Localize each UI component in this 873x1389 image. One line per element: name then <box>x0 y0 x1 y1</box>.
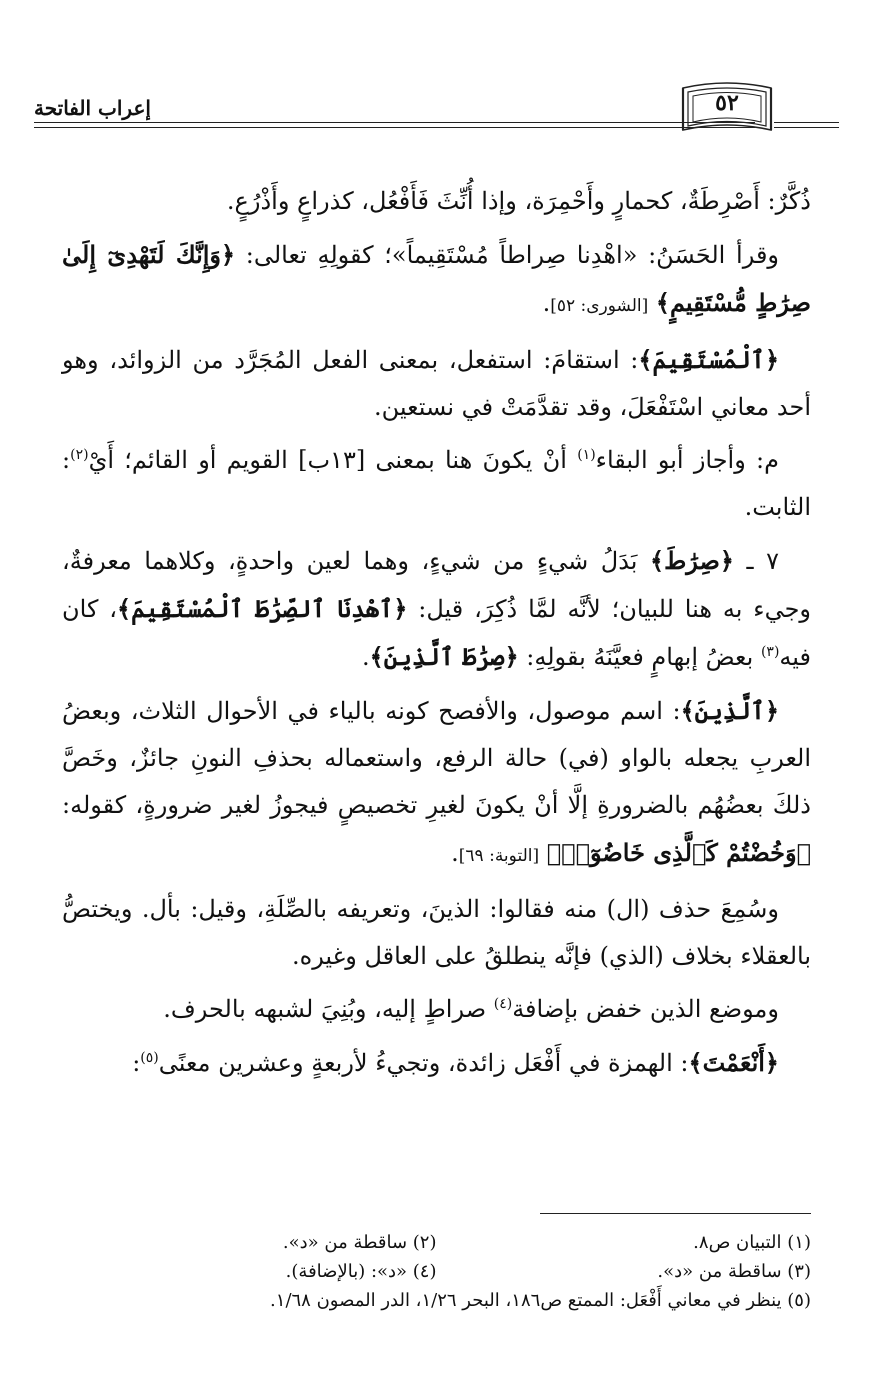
text: . <box>451 839 459 867</box>
footnote-5: (٥) ينظر في معاني أَفْعَل: الممتع ص١٨٦، البحر ١/٢٦، الدر المصون ١/٦٨. <box>270 1290 811 1311</box>
text: وموضع الذين خفض بإضافة <box>512 995 779 1023</box>
header-rule <box>774 127 839 128</box>
footnote-marker: (٣) <box>760 644 780 660</box>
paragraph-2 <box>62 231 811 330</box>
paragraph-6 <box>62 687 811 880</box>
main-text <box>62 178 811 1093</box>
quran-word: ﴿صِرَٰطَ ٱلَّذِينَ﴾ <box>369 642 519 671</box>
footnote-separator <box>540 1213 811 1214</box>
quran-word: ﴿ٱلَّذِينَ﴾ <box>680 696 779 725</box>
text: . <box>362 643 370 671</box>
footnote-marker: (٤) <box>493 996 513 1012</box>
text: : استقامَ: استفعل، بمعنى الفعل المُجَرَّد من الزوائد، وهو أحد معاني اسْتَفْعَلَ، وقد تقدَّمَتْ في نستعين. <box>62 346 811 421</box>
footnote-marker: (١) <box>577 447 596 463</box>
quran-verse: ﴿ٱهْدِنَا ٱلصِّرَٰطَ ٱلْمُسْتَقِيمَ﴾ <box>117 594 408 623</box>
text: م: وأجاز أبو البقاء <box>595 446 779 474</box>
quran-verse: ﴿وَإِنَّكَ لَتَهْدِىٓ إِلَىٰ صِرَٰطٍ مُّسْتَقِيمٍ﴾ <box>62 240 811 317</box>
paragraph-8 <box>62 986 811 1033</box>
paragraph-1: ذُكَّرٌ: أَصْرِطَةٌ، كحمارٍ وأَحْمِرَة، وإذا أُنِّثَ فَأَفْعُل، كذراعٍ وأَذْرُعٍ. <box>226 187 811 215</box>
quran-verse: ﴿وَخُضْتُمْ كَٱلَّذِى خَاضُوٓا۟﴾ <box>546 838 811 867</box>
footnote-marker: (٥) <box>140 1050 159 1066</box>
text: بَدَلُ شيءٍ من شيءٍ، وهما لعين واحدةٍ، وكلاهما معرفةٌ، وجيء به هنا للبيان؛ لأنَّه لمَّا ذُكِرَ، قيل: <box>62 547 812 623</box>
text: ٧ ـ <box>733 547 779 575</box>
text: . <box>542 289 551 317</box>
verse-reference: [التوبة: ٦٩] <box>458 846 540 866</box>
paragraph-4 <box>62 437 811 531</box>
footnote-3: (٣) ساقطة من «د». <box>657 1261 811 1282</box>
verse-reference: [الشورى: ٥٢] <box>550 296 649 316</box>
footnote-row <box>62 1286 811 1315</box>
footnotes <box>62 1228 811 1315</box>
footnote-row <box>62 1228 811 1257</box>
quran-word: ﴿أَنْعَمْتَ﴾ <box>688 1048 779 1077</box>
quran-word: ﴿صِرَٰطَ﴾ <box>650 546 734 575</box>
text: صراطٍ إليه، وبُنِيَ لشبهه بالحرف. <box>163 995 494 1023</box>
header-rule <box>34 127 755 128</box>
footnote-4: (٤) «د»: (بالإضافة). <box>285 1261 437 1282</box>
quran-word: ﴿ٱلْمُسْتَقِيمَ﴾ <box>638 345 779 374</box>
header-rule <box>34 122 755 123</box>
paragraph-3 <box>62 336 811 431</box>
paragraph-5 <box>62 537 811 681</box>
page-number: ٥٢ <box>715 90 739 116</box>
footnote-row <box>62 1257 811 1286</box>
text: : اسم موصول، والأفصح كونه بالياء في الأحوال الثلاث، وبعضُ العربِ يجعله بالواو (في) حالة الرفع، واستعماله بحذفِ النونِ جائزٌ، وخَصَّ ذلكَ بعضُهُم بالضرورةِ إلَّا أنْ يكونَ لغيرِ تخصيصٍ فيجوزُ لغير ضرورةٍ، كقوله: <box>62 697 811 819</box>
text: ، كان فيه <box>62 595 811 671</box>
paragraph-9 <box>62 1039 811 1087</box>
footnote-2: (٢) ساقطة من «د». <box>282 1232 437 1253</box>
running-header-title: إعراب الفاتحة <box>34 96 151 120</box>
footnote-marker: (٢) <box>70 447 89 463</box>
paragraph-7: وسُمِعَ حذف (ال) منه فقالوا: الذينَ، وتعريفه بالصِّلَةِ، وقيل: بأل. ويختصُّ بالعقلاء بخلاف (الذي) فإنَّه ينطلقُ على العاقل وغيره. <box>62 895 811 970</box>
text: : الثابت. <box>62 446 811 521</box>
text: : الهمزة في أَفْعَل زائدة، وتجيءُ لأربعةٍ وعشرين معنًى <box>158 1049 689 1077</box>
text: : <box>132 1049 141 1077</box>
footnote-1: (١) التبيان ص٨. <box>693 1232 811 1253</box>
text: وقرأ الحَسَنُ: «اهْدِنا صِراطاً مُسْتَقِيماً»؛ كقولِهِ تعالى: <box>245 241 780 269</box>
text: أنْ يكونَ هنا بمعنى [١٣ب] القويم أو القائم؛ أَيْ <box>88 446 578 474</box>
header-rule <box>774 122 839 123</box>
text: بعضُ إبهامٍ فعيَّنَهُ بقولِهِ: <box>518 643 761 671</box>
